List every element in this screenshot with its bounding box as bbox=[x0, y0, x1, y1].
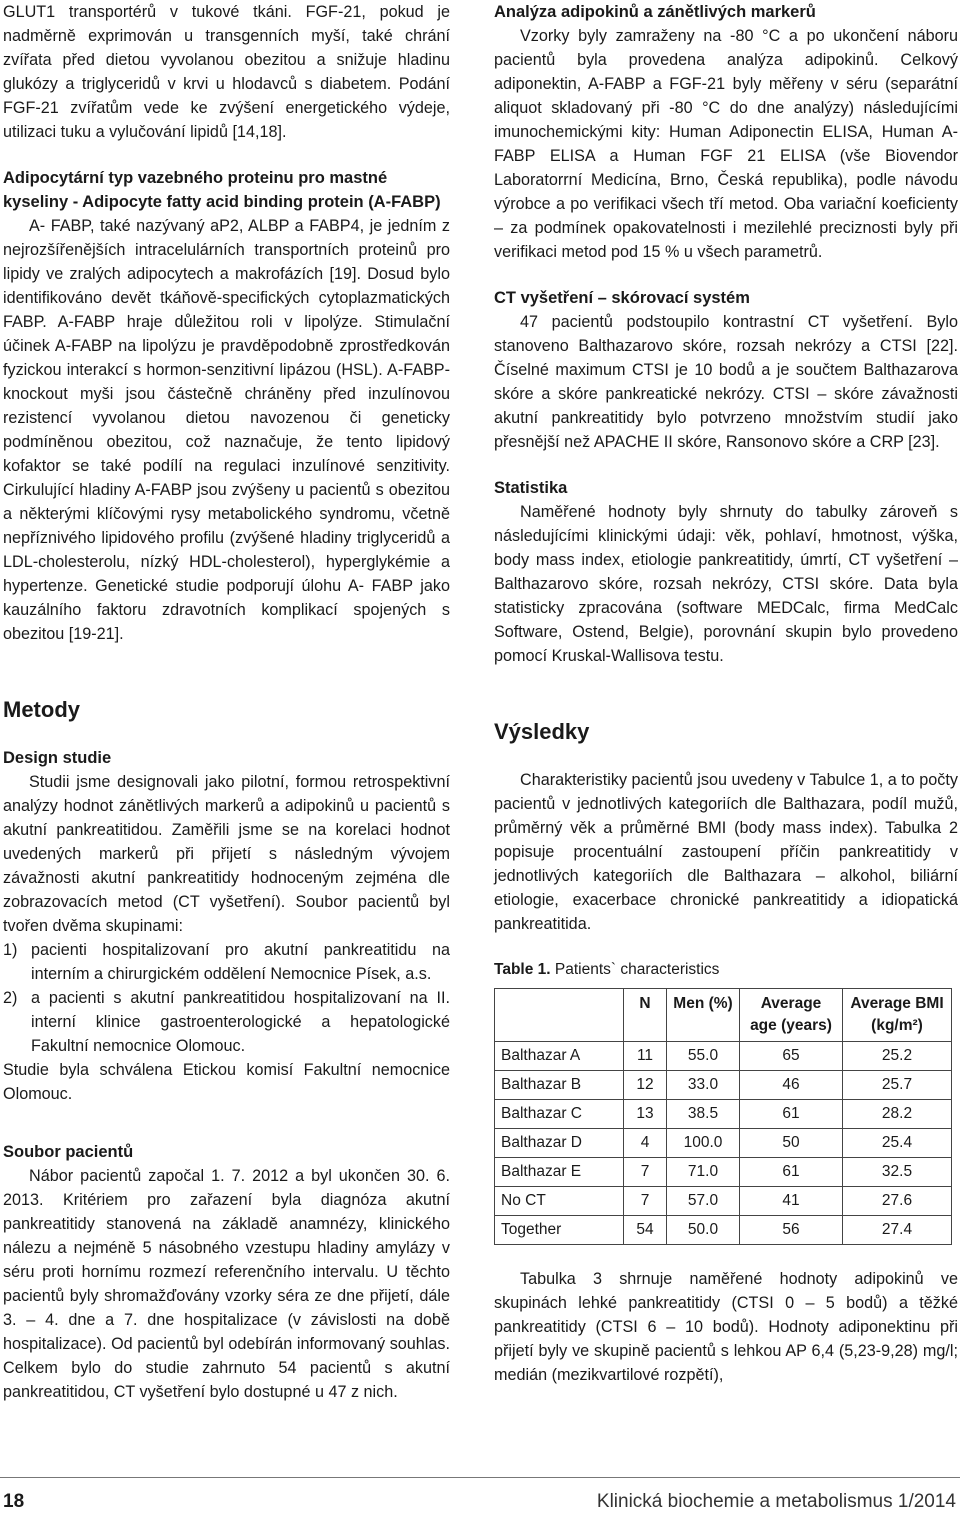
table-row bbox=[495, 1042, 952, 1071]
page-number: 18 bbox=[3, 1491, 25, 1512]
stat-paragraph: Naměřené hodnoty byly shrnuty do tabulky zároveň s následujícími klinickými údaji: věk, pohlaví, hmotnost, výška, body mass index, etiologie pankreatitidy, úmrtí, CT vyšetření – Balthazarovo skóre, rozsah nekrózy, CTSI skóre. Data byla statisticky zpracována (software MEDCalc, firma MedCalc Software, Ostend, Belgie), porovnání skupin bylo provedeno pomocí Kruskal-Wallisova testu. bbox=[494, 503, 958, 665]
table-cell: 7 bbox=[624, 1158, 667, 1187]
metody-heading: Metody bbox=[3, 697, 80, 722]
table-cell: 55.0 bbox=[667, 1042, 740, 1071]
table-row bbox=[495, 1129, 952, 1158]
table-header-cell bbox=[495, 989, 624, 1042]
table-row bbox=[495, 1187, 952, 1216]
table-cell: 50.0 bbox=[667, 1216, 740, 1245]
table-cell: 71.0 bbox=[667, 1158, 740, 1187]
fabp-heading: Adipocytární typ vazebného proteinu pro mastné kyseliny - Adipocyte fatty acid binding protein (A-FABP) bbox=[3, 169, 441, 211]
table-cell: 4 bbox=[624, 1129, 667, 1158]
ct-heading: CT vyšetření – skórovací systém bbox=[494, 289, 750, 307]
table-cell: Together bbox=[495, 1216, 624, 1245]
soubor-heading: Soubor pacientů bbox=[3, 1143, 134, 1161]
table-row bbox=[495, 1100, 952, 1129]
table-caption bbox=[494, 958, 958, 982]
left-column bbox=[3, 0, 450, 1404]
table-cell: 65 bbox=[740, 1042, 843, 1071]
table-cell: No CT bbox=[495, 1187, 624, 1216]
table-row bbox=[495, 1216, 952, 1245]
list-item-text: pacienti hospitalizovaní pro akutní pankreatitidu na interním a chirurgickém oddělení Nemocnice Písek, a.s. bbox=[31, 941, 450, 983]
stat-heading: Statistika bbox=[494, 479, 568, 497]
table-cell: 46 bbox=[740, 1071, 843, 1100]
soubor-paragraph: Nábor pacientů započal 1. 7. 2012 a byl ukončen 30. 6. 2013. Kritériem pro zařazení byla diagnóza akutní pankreatitidy stanovená na základě anamnézy, klinického nálezu a nejméně 5 násobného vzestupu hladiny amylázy v séru proti hornímu rozmezí referenčního intervalu. U těchto pacientů byly shromažďovány vzorky séra ze dne přijetí, dále 3. – 4. dne a 7. dne hospitalizace (v závislosti na době hospitalizace). Od pacientů byl odebírán informovaný souhlas. Celkem bylo do studie zahrnuto 54 pacientů s akutní pankreatitidou, CT vyšetření bylo dostupné u 47 z nich. bbox=[3, 1167, 450, 1401]
table-cell: Balthazar C bbox=[495, 1100, 624, 1129]
group-list bbox=[3, 938, 450, 1058]
table-cell: 11 bbox=[624, 1042, 667, 1071]
right-column bbox=[494, 0, 958, 1387]
table-cell: 33.0 bbox=[667, 1071, 740, 1100]
table-cell: 13 bbox=[624, 1100, 667, 1129]
table-cell: 25.7 bbox=[843, 1071, 952, 1100]
design-heading: Design studie bbox=[3, 749, 112, 767]
analyza-heading: Analýza adipokinů a zánětlivých markerů bbox=[494, 3, 816, 21]
design-paragraph: Studii jsme designovali jako pilotní, formou retrospektivní analýzy hodnot zánětlivých markerů a adipokinů u pacientů s akutní pankreatitidou. Zaměřili jsme se na korelaci hodnot uvedených markerů při přijetí s následným vývojem závažnosti akutní pankreatitidy hodnoceným zejména dle zobrazovacích metod (CT vyšetření). Soubor pacientů byl tvořen dvěma skupinami: bbox=[3, 773, 450, 935]
table-cell: 28.2 bbox=[843, 1100, 952, 1129]
table-cell: 61 bbox=[740, 1100, 843, 1129]
patients-table bbox=[494, 988, 952, 1245]
table-cell: 56 bbox=[740, 1216, 843, 1245]
table-header-cell: N bbox=[624, 989, 667, 1042]
table-cell: 50 bbox=[740, 1129, 843, 1158]
table-header-cell: Average age (years) bbox=[740, 989, 843, 1042]
table-cell: 38.5 bbox=[667, 1100, 740, 1129]
list-item-text: a pacienti s akutní pankreatitidou hospitalizovaní na II. interní klinice gastroenterologické a hepatologické Fakultní nemocnice Olomouc. bbox=[31, 989, 450, 1055]
table-cell: Balthazar E bbox=[495, 1158, 624, 1187]
table-cell: 57.0 bbox=[667, 1187, 740, 1216]
table-cell: Balthazar D bbox=[495, 1129, 624, 1158]
analyza-paragraph: Vzorky byly zamraženy na -80 °C a po ukončení náboru pacientů byla provedena analýza adipokinů. Celkový adiponektin, A-FABP a FGF-21 byly měřeny v séru (separátní aliquot skladovaný při -80 °C do dne analýzy) následujícími imunochemickými kity: Human Adiponectin ELISA, Human A-FABP ELISA a Human FGF 21 ELISA (vše Biovendor Laboratorrní Medicína, Brno, Česká republika), podle návodu výrobce a po verifikaci všech tří metod. Oba variační koeficienty – za podmínek opakovatelnosti i mezilehlé preciznosti byly při verifikaci metod pod 15 % u všech parametrů. bbox=[494, 27, 958, 261]
intro-paragraph: GLUT1 transportérů v tukové tkáni. FGF-21, pokud je nadměrně exprimován u transgenních myší, také chrání zvířata před dietou vyvolanou obezitou a snižuje hladinu glukózy a triglyceridů v krvi u hlodavců s diabetem. Podání FGF-21 zvířatům vede ke zvýšení energetického výdeje, utilizaci tuku a vylučování lipidů [14,18]. bbox=[3, 3, 450, 141]
table-cell: Balthazar A bbox=[495, 1042, 624, 1071]
table-cell: 27.4 bbox=[843, 1216, 952, 1245]
table-cell: 61 bbox=[740, 1158, 843, 1187]
list-item bbox=[3, 986, 450, 1058]
table-cell: 25.2 bbox=[843, 1042, 952, 1071]
table-cell: 25.4 bbox=[843, 1129, 952, 1158]
vysledky-paragraph: Charakteristiky pacientů jsou uvedeny v Tabulce 1, a to počty pacientů v jednotlivých kategoriích dle Balthazara, podíl mužů, průměrný věk a průměrné BMI (body mass index). Tabulka 2 popisuje procentuální zastoupení příčin pankreatitidy v jednotlivých kategoriích dle Balthazara – alkohol, biliární etiologie, exacerbace chronické pankreatitidy a idiopatická pankreatitida. bbox=[494, 771, 958, 933]
table-caption-text: Patients` characteristics bbox=[554, 961, 720, 978]
ct-paragraph: 47 pacientů podstoupilo kontrastní CT vyšetření. Bylo stanoveno Balthazarovo skóre, rozsah nekrózy a CTSI [22]. Číselné maximum CTSI je 10 bodů a je součtem Balthazarova skóre a skóre pankreatické nekrózy. CTSI – skóre závažnosti akutní pankreatitidy bylo potvrzeno množstvím studií jako přesnější než APACHE II skóre, Ransonovo skóre a CRP [23]. bbox=[494, 313, 958, 451]
table-cell: 27.6 bbox=[843, 1187, 952, 1216]
fabp-paragraph: A- FABP, také nazývaný aP2, ALBP a FABP4, je jedním z nejrozšířenějších intracelulárních transportních proteinů pro lipidy ve zralých adipocytech a makrofázích [19]. Dosud bylo identifikováno devět tkáňově-specifických cytoplazmatických FABP. A-FABP hraje důležitou roli v lipolýze. Stimulační účinek A-FABP na lipolýzu je pravděpodobně zprostředkován fyzickou interakcí s hormon-senzitivní lipázou (HSL). A-FABP-knockout myši jsou částečně chráněny před inzulínovou rezistencí vyvolanou dietou navozenou či geneticky podmíněnou obezitou, což naznačuje, že tento lipidový kofaktor se také podílí na regulaci inzulínové senzitivity. Cirkulující hladiny A-FABP jsou zvýšeny u pacientů s obezitou a některými klíčovými rysy metabolického syndromu, včetně nepříznivého lipidového profilu (zvýšené hladiny triglyceridů a LDL-cholesterolu, nízký HDL-cholesterol), hyperglykémie a hypertenze. Genetické studie podporují úlohu A- FABP jako kauzálního faktoru zdravotních komplikací spojených s obezitou [19-21]. bbox=[3, 217, 450, 643]
list-item bbox=[3, 938, 450, 986]
journal-name: Klinická biochemie a metabolismus 1/2014 bbox=[596, 1491, 956, 1512]
table-cell: 12 bbox=[624, 1071, 667, 1100]
table-row bbox=[495, 1158, 952, 1187]
list-item-number: 2) bbox=[3, 989, 18, 1007]
vysledky-heading: Výsledky bbox=[494, 719, 590, 744]
table-cell: 7 bbox=[624, 1187, 667, 1216]
table-header-cell: Men (%) bbox=[667, 989, 740, 1042]
table-cell: 32.5 bbox=[843, 1158, 952, 1187]
table-header-row bbox=[495, 989, 952, 1042]
footer-divider bbox=[0, 1477, 960, 1478]
table-cell: 41 bbox=[740, 1187, 843, 1216]
table-cell: 100.0 bbox=[667, 1129, 740, 1158]
ethics-paragraph: Studie byla schválena Etickou komisí Fakultní nemocnice Olomouc. bbox=[3, 1061, 450, 1103]
list-item-number: 1) bbox=[3, 941, 18, 959]
table-cell: 54 bbox=[624, 1216, 667, 1245]
table-cell: Balthazar B bbox=[495, 1071, 624, 1100]
table-caption-label: Table 1. bbox=[494, 961, 551, 978]
after-table-paragraph: Tabulka 3 shrnuje naměřené hodnoty adipokinů ve skupinách lehké pankreatitidy (CTSI 0 – 5 bodů) a těžké pankreatitidy (CTSI 6 – 10 bodů). Hodnoty adiponektinu při přijetí byly ve skupině pacientů s lehkou AP 6,4 (5,23-9,28) mg/l; medián (mezikvartilové rozpětí), bbox=[494, 1270, 958, 1384]
table-row bbox=[495, 1071, 952, 1100]
table-header-cell: Average BMI (kg/m²) bbox=[843, 989, 952, 1042]
table-body bbox=[495, 1042, 952, 1245]
